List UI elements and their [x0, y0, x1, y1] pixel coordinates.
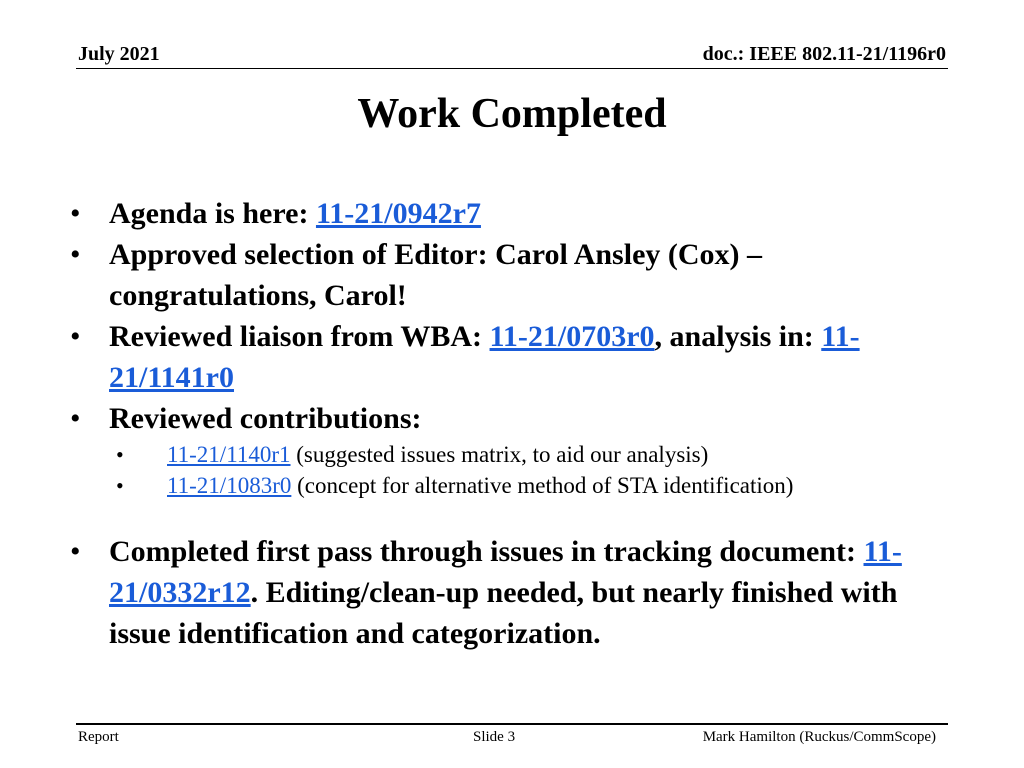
bullet-liaison-text: Reviewed liaison from WBA: — [109, 320, 490, 353]
slide-title: Work Completed — [357, 91, 667, 137]
bullet-liaison — [70, 316, 965, 398]
tracking-document-link[interactable]: 11-21/0332r12 — [109, 535, 902, 609]
sub-bullet-contribution-2 — [70, 470, 965, 501]
bullet-completed — [70, 531, 965, 654]
sub-bullet-dot-icon: • — [116, 442, 124, 467]
footer-slide-number: Slide 3 — [473, 729, 516, 745]
bullet-liaison-text-2: , analysis in: — [654, 320, 822, 353]
bullet-completed-text-2: . Editing/clean-up needed, but nearly finished with issue identification and categorization. — [109, 576, 898, 650]
contribution-1-link[interactable]: 11-21/1140r1 — [167, 442, 291, 467]
footer-author: Mark Hamilton (Ruckus/CommScope) — [702, 729, 936, 745]
contribution-1-text: (suggested issues matrix, to aid our analysis) — [290, 442, 709, 467]
sub-bullet-contribution-1 — [70, 439, 965, 470]
liaison-link[interactable]: 11-21/0703r0 — [489, 320, 655, 353]
contribution-2-link[interactable]: 11-21/1083r0 — [167, 473, 292, 498]
footer-left: Report — [78, 729, 119, 745]
footer-divider — [76, 723, 948, 725]
header-date: July 2021 — [78, 43, 160, 65]
bullet-agenda — [70, 193, 965, 234]
bullet-dot-icon: • — [70, 197, 81, 230]
bullet-editor — [70, 234, 965, 316]
agenda-link[interactable]: 11-21/0942r7 — [315, 197, 481, 230]
bullet-contributions — [70, 398, 965, 439]
spacer — [70, 501, 965, 531]
header-divider — [76, 68, 948, 69]
bullet-completed-text: Completed first pass through issues in tracking document: — [109, 535, 864, 568]
sub-bullet-dot-icon: • — [116, 473, 124, 498]
bullet-editor-text: Approved selection of Editor: Carol Ansley (Cox) – congratulations, Carol! — [109, 238, 763, 312]
bullet-dot-icon: • — [70, 238, 81, 271]
header-doc-number: doc.: IEEE 802.11-21/1196r0 — [702, 43, 946, 65]
contribution-2-text: (concept for alternative method of STA identification) — [291, 473, 794, 498]
bullet-dot-icon: • — [70, 535, 81, 568]
analysis-link[interactable]: 11-21/1141r0 — [109, 320, 860, 394]
bullet-contributions-text: Reviewed contributions: — [109, 402, 422, 435]
bullet-agenda-text: Agenda is here: — [109, 197, 316, 230]
bullet-dot-icon: • — [70, 320, 81, 353]
slide-content — [70, 193, 965, 654]
bullet-dot-icon: • — [70, 402, 81, 435]
